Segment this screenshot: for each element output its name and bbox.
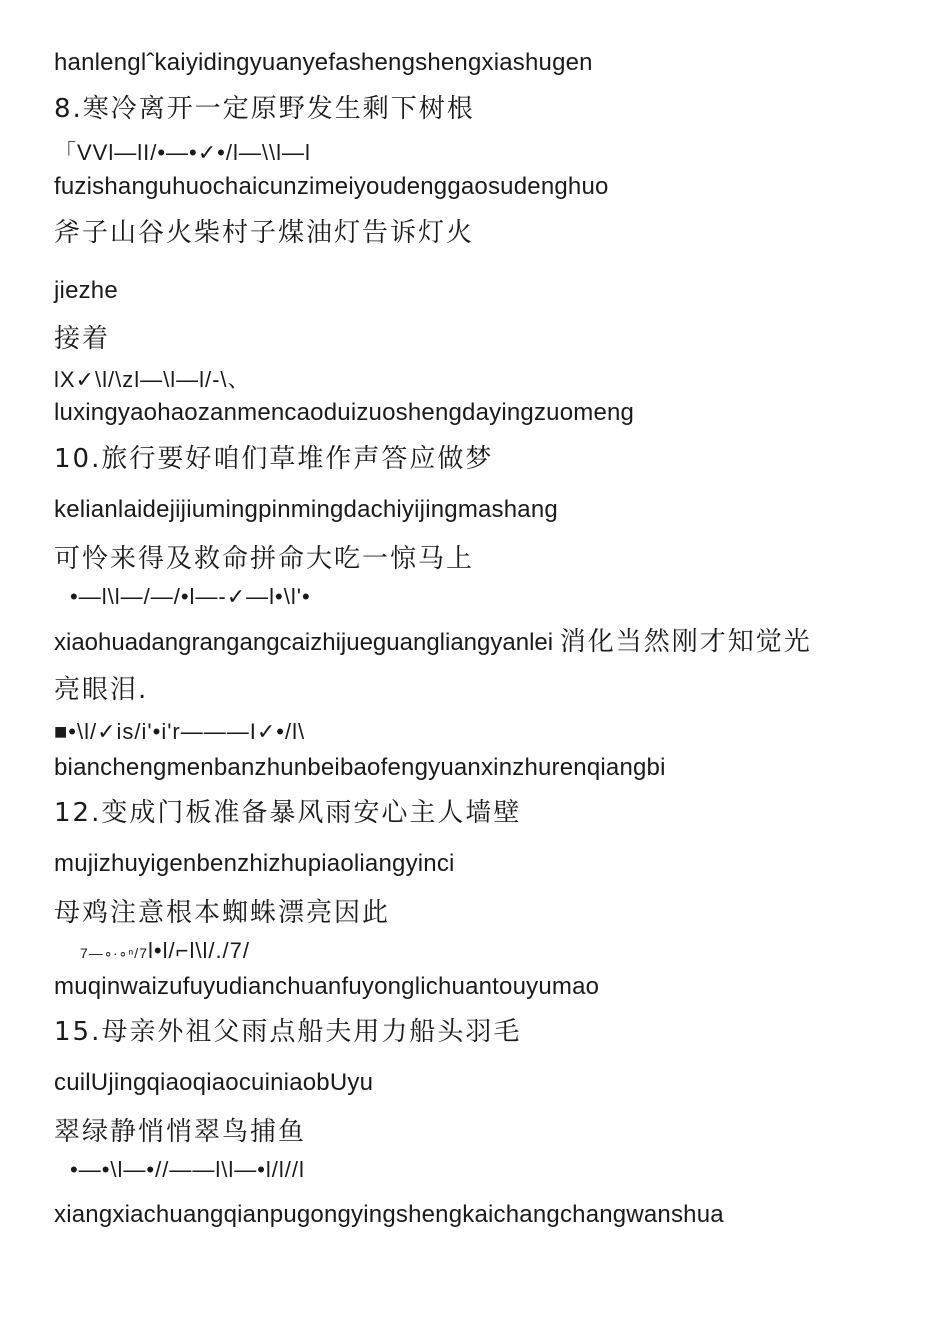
tone-marks-line-6: •—•\l—•//——l\l—•l/l//l [70, 1157, 305, 1182]
pinyin-line-9: cuilUjingqiaoqiaocuiniaobUyu [54, 1069, 374, 1096]
hanzi-line-2: 斧子山谷火柴村子煤油灯告诉灯火 [54, 218, 475, 248]
pinyin-line-1: hanlenglˆkaiyidingyuanyefashengshengxiashugen [54, 49, 593, 76]
pinyin-line-3: jiezhe [54, 277, 118, 304]
pinyin-line-8: muqinwaizufuyudianchuanfuyonglichuantouyumao [54, 973, 600, 1000]
pinyin-line-6: bianchengmenbanzhunbeibaofengyuanxinzhurenqiangbi [54, 754, 666, 781]
mixed-line-pinyin: xiaohuadangrangangcaizhijueguangliangyanlei [54, 629, 554, 656]
mixed-line-1 [54, 628, 812, 657]
hanzi-line-7: 12.变成门板准备暴风雨安心主人墙壁 [54, 798, 522, 828]
pinyin-line-7: mujizhuyigenbenzhizhupiaoliangyinci [54, 850, 455, 877]
tone-marks-line-2: lX✓\l/\zl—\l—l/-\、 [54, 367, 251, 392]
hanzi-line-8: 母鸡注意根本蜘蛛漂亮因此 [54, 898, 391, 928]
pinyin-line-2: fuzishanguhuochaicunzimeiyoudenggaosudenghuo [54, 173, 609, 200]
tone-marks-line-1: 「VVl—lI/•—•✓•/l—\\l—l [54, 140, 311, 165]
hanzi-line-4: 10.旅行要好咱们草堆作声答应做梦 [54, 444, 494, 474]
hanzi-line-9: 15.母亲外祖父雨点船夫用力船头羽毛 [54, 1017, 522, 1047]
hanzi-line-1: 8.寒冷离开一定原野发生剩下树根 [54, 94, 475, 124]
hanzi-line-10: 翠绿静悄悄翠鸟捕鱼 [54, 1117, 307, 1147]
tone-marks-line-4: ■•\l/✓is/i'•i'r———I✓•/l\ [54, 719, 306, 744]
hanzi-line-5: 可怜来得及救命拼命大吃一惊马上 [54, 544, 475, 574]
pinyin-line-5: kelianlaidejijiumingpinmingdachiyijingmashang [54, 496, 558, 523]
hanzi-line-3: 接着 [54, 324, 111, 354]
pinyin-line-4: luxingyaohaozanmencaoduizuoshengdayingzuomeng [54, 399, 635, 426]
pinyin-line-10: xiangxiachuangqianpugongyingshengkaichangchangwanshua [54, 1201, 724, 1228]
tone-marks-prefix: 7—∘∙∘ⁿ/7 [80, 945, 148, 961]
tone-marks-line-5 [80, 939, 250, 963]
tone-marks-line-3: •—l\l—/—/•l—-✓—l•\l'• [70, 584, 311, 609]
mixed-line-hanzi: 消化当然刚才知觉光 [559, 627, 812, 657]
tone-marks-body: l•l/⌐l\l/./7/ [148, 938, 251, 963]
hanzi-line-6: 亮眼泪. [54, 675, 149, 705]
